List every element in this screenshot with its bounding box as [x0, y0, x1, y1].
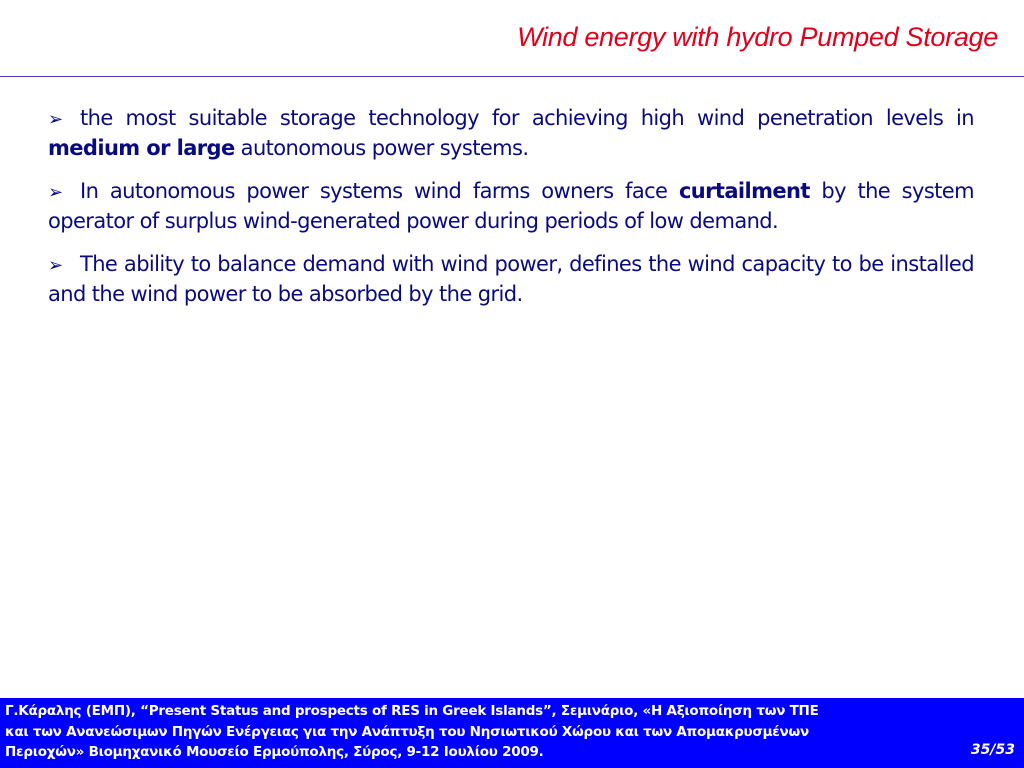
title-divider	[0, 76, 1024, 77]
footer-bar	[0, 698, 1024, 768]
footer-citation	[5, 701, 955, 763]
arrow-bullet-icon: ➢	[48, 182, 63, 203]
bullet-text: The ability to balance demand with wind power, defines the wind capacity to be installed and the wind power to be absorbed by the grid.	[48, 252, 974, 306]
bullet-item-1	[48, 104, 974, 162]
bullet-item-2	[48, 177, 974, 235]
page-number: 35/53	[970, 742, 1015, 758]
bullet-emphasis: medium or large	[48, 136, 235, 160]
bullet-text: the most suitable storage technology for achieving high wind penetration levels in	[80, 106, 974, 130]
footer-line-1: Γ.Κάραλης (ΕΜΠ), “Present Status and prospects of RES in Greek Islands”, Σεμινάριο, «Η Αξιοποίηση των ΤΠΕ	[5, 703, 819, 719]
bullet-emphasis: curtailment	[678, 179, 810, 203]
arrow-bullet-icon: ➢	[48, 109, 63, 130]
footer-line-3: Περιοχών» Βιομηχανικό Μουσείο Ερμούπολης, Σύρος, 9-12 Ιουλίου 2009.	[5, 744, 544, 760]
bullet-list	[48, 104, 974, 323]
bullet-item-3	[48, 250, 974, 308]
bullet-text: In autonomous power systems wind farms owners face	[80, 179, 679, 203]
bullet-text: by the system operator of surplus wind-generated power during periods of low demand.	[48, 179, 974, 233]
arrow-bullet-icon: ➢	[48, 255, 63, 276]
slide-title: Wind energy with hydro Pumped Storage	[517, 22, 998, 52]
footer-line-2: και των Ανανεώσιμων Πηγών Ενέργειας για την Ανάπτυξη του Νησιωτικού Χώρου και των Απομακρυσμένων	[5, 723, 809, 740]
bullet-text: autonomous power systems.	[234, 136, 529, 160]
